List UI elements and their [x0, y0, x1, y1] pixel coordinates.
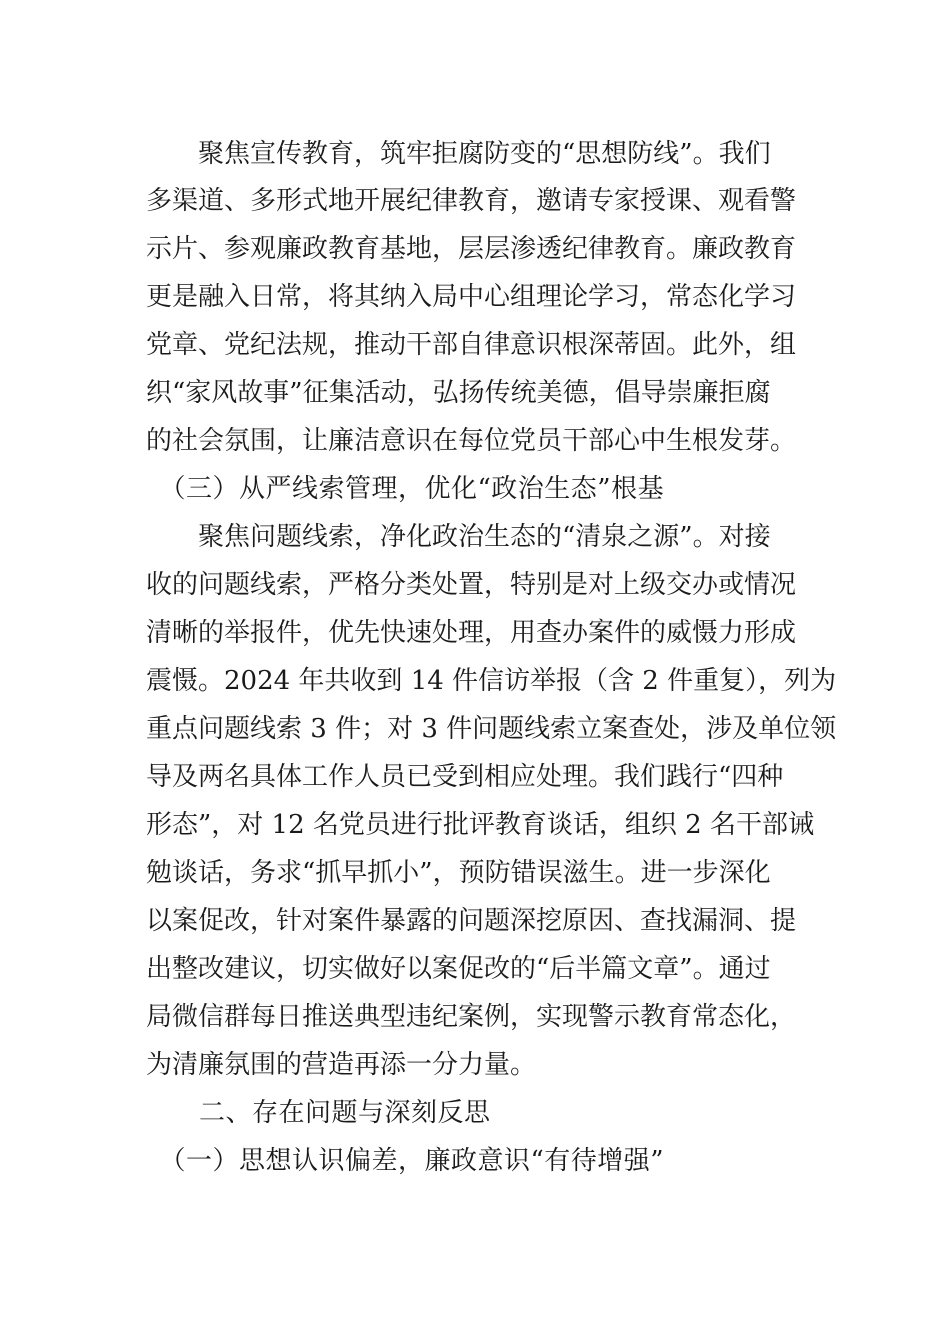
paragraph-2-line-9: 以案促改，针对案件暴露的问题深挖原因、查找漏洞、提	[146, 906, 797, 936]
paragraph-1-line-6: 织“家风故事”征集活动，弘扬传统美德，倡导崇廉拒腐	[146, 378, 771, 408]
paragraph-2-line-5: 重点问题线索 3 件；对 3 件问题线索立案查处，涉及单位领	[146, 714, 837, 744]
paragraph-1-line-3: 示片、参观廉政教育基地，层层渗透纪律教育。廉政教育	[146, 234, 797, 264]
paragraph-1-line-4: 更是融入日常，将其纳入局中心组理论学习，常态化学习	[146, 282, 797, 312]
paragraph-2-line-2: 收的问题线索，严格分类处置，特别是对上级交办或情况	[146, 570, 797, 600]
paragraph-2-line-8: 勉谈话，务求“抓早抓小”，预防错误滋生。进一步深化	[146, 858, 771, 888]
paragraph-1-line-2: 多渠道、多形式地开展纪律教育，邀请专家授课、观看警	[146, 186, 797, 216]
paragraph-2-line-12: 为清廉氛围的营造再添一分力量。	[146, 1050, 537, 1080]
paragraph-1-line-7: 的社会氛围，让廉洁意识在每位党员干部心中生根发芽。	[146, 426, 797, 456]
paragraph-1-line-1: 聚焦宣传教育，筑牢拒腐防变的“思想防线”。我们	[146, 139, 771, 169]
paragraph-2-line-6: 导及两名具体工作人员已受到相应处理。我们践行“四种	[146, 762, 784, 792]
paragraph-1-line-5: 党章、党纪法规，推动干部自律意识根深蒂固。此外，组	[146, 330, 797, 360]
paragraph-2-line-4: 震慑。2024 年共收到 14 件信访举报（含 2 件重复），列为	[146, 666, 837, 696]
section-heading-3: （三）从严线索管理，优化“政治生态”根基	[146, 474, 665, 504]
paragraph-2-line-1: 聚焦问题线索，净化政治生态的“清泉之源”。对接	[146, 522, 771, 552]
paragraph-2-line-11: 局微信群每日推送典型违纪案例，实现警示教育常态化，	[146, 1002, 797, 1032]
section-2-title: 二、存在问题与深刻反思	[146, 1098, 491, 1128]
paragraph-2-line-10: 出整改建议，切实做好以案促改的“后半篇文章”。通过	[146, 954, 771, 984]
paragraph-2-line-3: 清晰的举报件，优先快速处理，用查办案件的威慑力形成	[146, 618, 797, 648]
subsection-1-title: （一）思想认识偏差，廉政意识“有待增强”	[146, 1146, 665, 1176]
paragraph-2-line-7: 形态”，对 12 名党员进行批评教育谈话，组织 2 名干部诫	[146, 810, 814, 840]
